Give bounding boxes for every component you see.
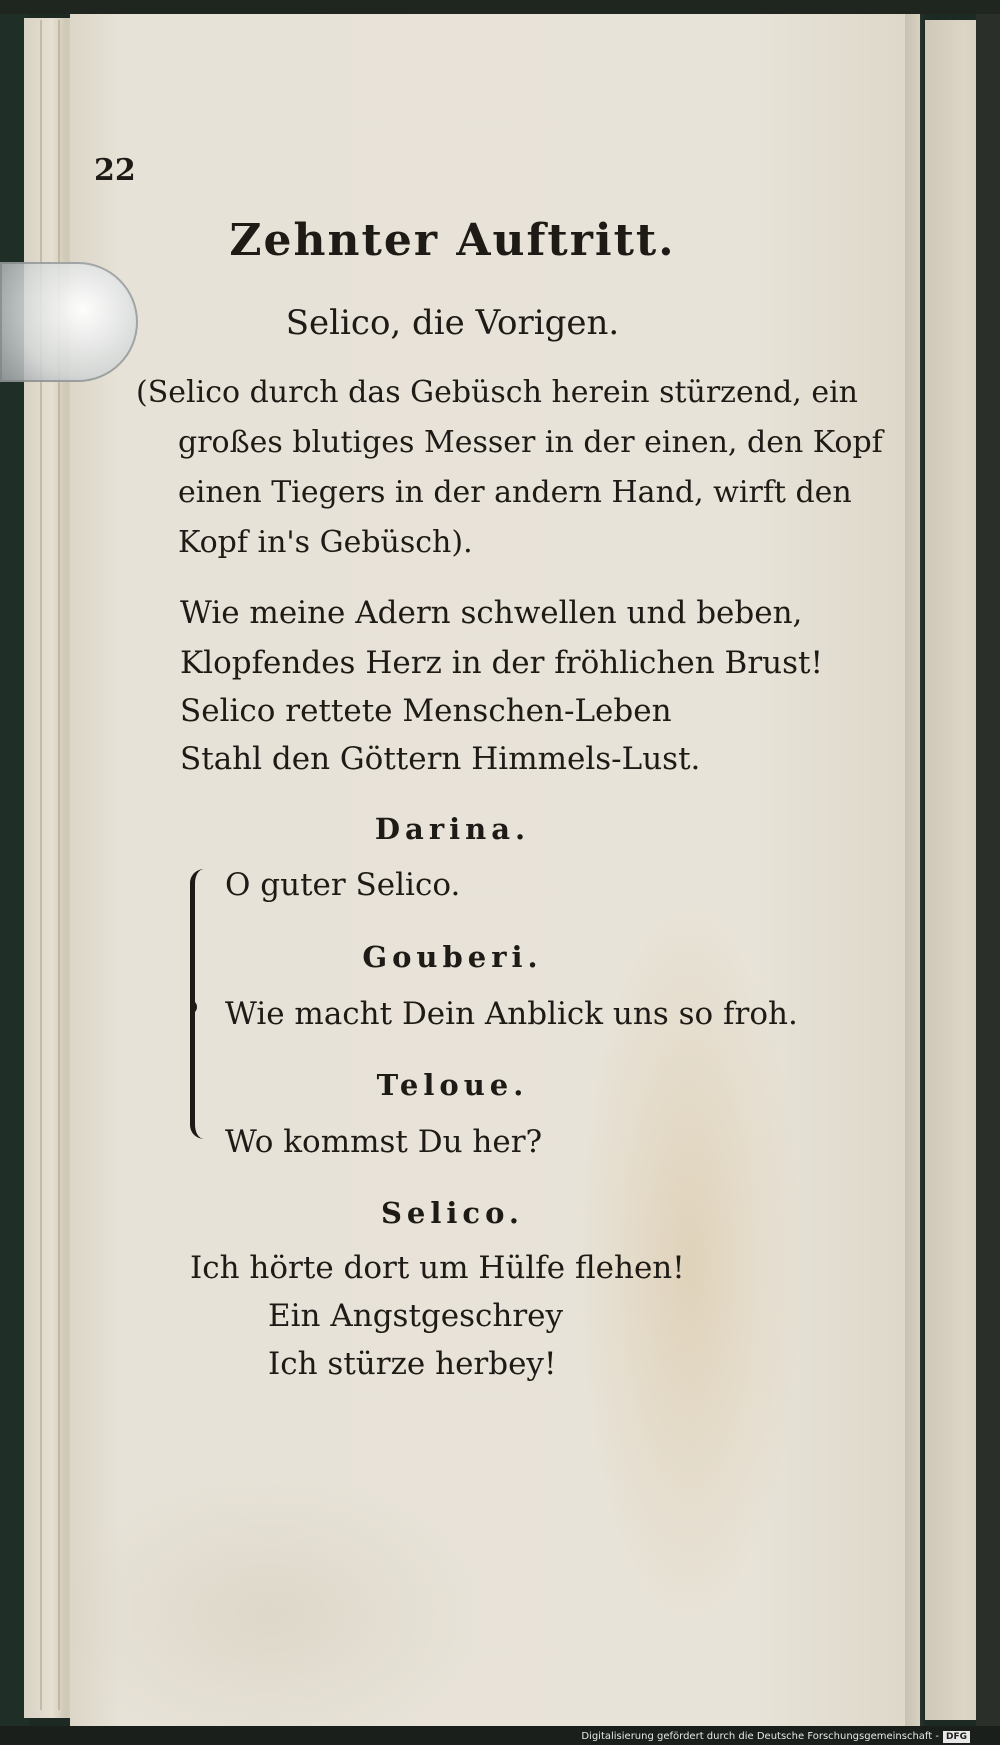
digitization-credit xyxy=(581,1728,970,1745)
dialogue-line: Wie macht Dein Anblick uns so froh. xyxy=(225,996,798,1032)
dfg-logo: DFG xyxy=(943,1731,970,1743)
verse-line: Ein Angstgeschrey xyxy=(268,1298,564,1334)
stage-direction-line: einen Tiegers in der andern Hand, wirft den xyxy=(178,475,852,510)
speaker-name: Darina. xyxy=(374,812,531,846)
persons-line: Selico, die Vorigen. xyxy=(285,303,620,343)
stage-direction-line: Kopf in's Gebüsch). xyxy=(178,525,473,560)
dialogue-line: Wo kommst Du her? xyxy=(225,1124,543,1160)
gutter-shadow xyxy=(905,14,925,1729)
scan-border-top xyxy=(0,0,1000,14)
scan-border-right xyxy=(976,0,1000,1745)
verse-line: Klopfendes Herz in der fröhlichen Brust! xyxy=(180,645,823,681)
scene-title: Zehnter Auftritt. xyxy=(229,215,676,266)
stage-direction-line: (Selico durch das Gebüsch herein stürzend, ein xyxy=(136,375,859,410)
speaker-name: Selico. xyxy=(380,1196,524,1230)
verse-line: Selico rettete Menschen-Leben xyxy=(180,693,672,729)
verse-line: Stahl den Göttern Himmels-Lust. xyxy=(180,741,701,777)
verse-line: Wie meine Adern schwellen und beben, xyxy=(180,595,803,631)
verse-line: Ich stürze herbey! xyxy=(268,1346,557,1382)
speaker-name: Gouberi. xyxy=(362,940,543,974)
stage-direction-line: großes blutiges Messer in der einen, den Kopf xyxy=(178,425,883,460)
dialogue-line: O guter Selico. xyxy=(225,867,461,903)
credit-text: Digitalisierung gefördert durch die Deutsche Forschungsgemeinschaft - xyxy=(581,1731,939,1742)
speaker-name: Teloue. xyxy=(376,1068,529,1102)
grouping-brace-tip xyxy=(182,1000,197,1014)
page-number: 22 xyxy=(94,153,136,188)
verse-line: Ich hörte dort um Hülfe flehen! xyxy=(190,1250,685,1286)
